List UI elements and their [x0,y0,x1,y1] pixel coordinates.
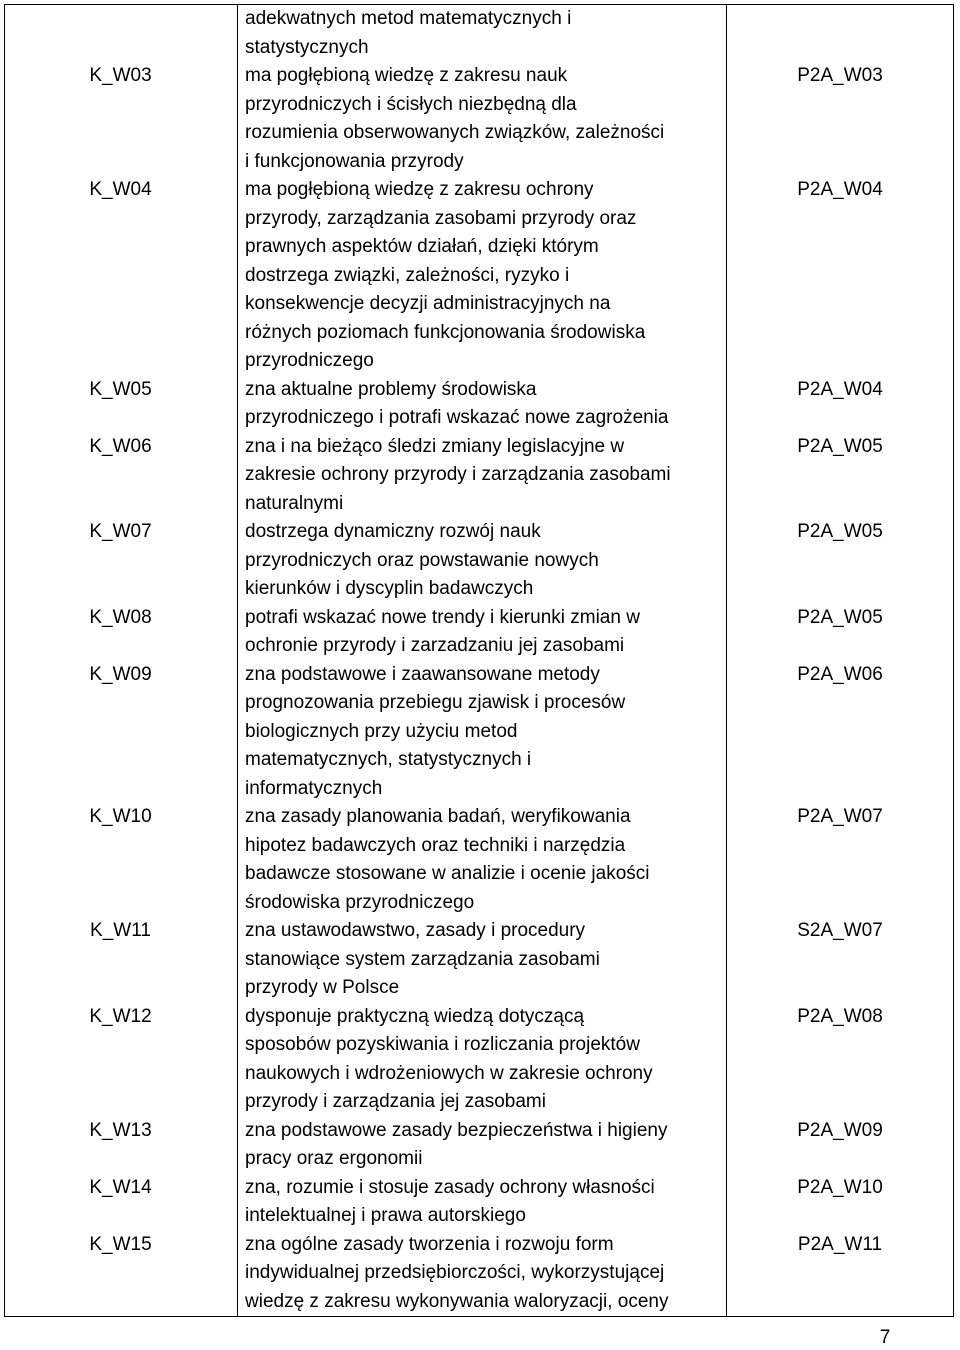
outcome-code: K_W04 [89,179,152,200]
outcome-code: K_W11 [90,920,151,941]
description-line: prawnych aspektów działań, dzięki którym [245,236,599,257]
outcome-description [245,433,723,519]
outcome-description [245,661,723,804]
description-line: zna podstawowe i zaawansowane metody [245,663,600,685]
description-line: zakresie ochrony przyrody i zarządzania zasobami [245,464,671,485]
description-line: dysponuje praktyczną wiedzą dotyczącą [245,1005,585,1027]
outcome-description [245,176,723,376]
description-line: badawcze stosowane w analizie i ocenie jakości [245,863,650,884]
description-line: zna, rozumie i stosuje zasady ochrony własności [245,1176,655,1198]
description-line: i funkcjonowania przyrody [245,150,464,172]
reference-code: S2A_W07 [797,920,883,941]
continuation-text [245,5,723,62]
reference-code: P2A_W05 [797,435,883,457]
outcome-description [245,604,723,661]
outcome-description [245,803,723,917]
description-line: statystycznych [245,36,369,58]
description-line: naturalnymi [245,492,344,514]
outcome-code: K_W03 [89,65,152,86]
description-line: przyrody w Polsce [245,977,400,998]
outcome-description [245,62,723,176]
description-line: zna ustawodawstwo, zasady i procedury [245,920,586,941]
outcome-code: K_W15 [89,1233,152,1255]
description-line: kierunków i dyscyplin badawczych [245,578,534,599]
description-line: dostrzega dynamiczny rozwój nauk [245,521,541,542]
reference-code: P2A_W06 [797,663,883,685]
outcome-code: K_W13 [89,1119,152,1141]
outcome-description [245,1117,723,1174]
description-line: hipotez badawczych oraz techniki i narzędzia [245,834,626,856]
description-line: przyrody, zarządzania zasobami przyrody oraz [245,207,637,229]
description-line: adekwatnych metod matematycznych i [245,8,572,29]
reference-code: P2A_W05 [797,606,883,628]
outcome-code: K_W05 [89,378,152,400]
description-line: zna podstawowe zasady bezpieczeństwa i higieny [245,1119,668,1141]
description-line: przyrodniczych i ścisłych niezbędną dla [245,93,577,115]
description-line: zna aktualne problemy środowiska [245,378,537,400]
description-line: potrafi wskazać nowe trendy i kierunki zmian w [245,606,640,628]
description-line: ma pogłębioną wiedzę z zakresu nauk [245,65,568,86]
reference-code: P2A_W07 [797,806,883,827]
reference-code: P2A_W04 [797,378,883,400]
description-line: zna i na bieżąco śledzi zmiany legislacyjne w [245,435,625,457]
reference-code: P2A_W10 [797,1176,883,1198]
outcome-description [245,1231,723,1317]
description-line: biologicznych przy użyciu metod [245,720,518,742]
reference-code: P2A_W04 [797,179,883,200]
description-line: intelektualnej i prawa autorskiego [245,1205,526,1226]
outcome-description [245,376,723,433]
outcome-code: K_W08 [89,606,152,628]
outcome-code: K_W06 [89,435,152,457]
description-line: wiedzę z zakresu wykonywania waloryzacji, oceny [245,1290,669,1312]
outcome-description [245,917,723,1003]
description-line: dostrzega związki, zależności, ryzyko i [245,264,570,286]
description-line: sposobów pozyskiwania i rozliczania projektów [245,1034,640,1055]
reference-code: P2A_W05 [797,521,883,542]
description-line: zna ogólne zasady tworzenia i rozwoju form [245,1233,614,1255]
description-line: stanowiące system zarządzania zasobami [245,948,600,970]
page-number: 7 [879,1327,891,1348]
outcome-code: K_W07 [89,521,152,542]
reference-code: P2A_W09 [797,1119,883,1141]
description-line: przyrodniczych oraz powstawanie nowych [245,549,599,571]
description-line: indywidualnej przedsiębiorczości, wykorzystującej [245,1262,665,1283]
description-line: prognozowania przebiegu zjawisk i procesów [245,692,626,713]
description-line: różnych poziomach funkcjonowania środowiska [245,321,646,343]
description-line: przyrody i zarządzania jej zasobami [245,1091,546,1112]
description-line: pracy oraz ergonomii [245,1148,423,1169]
description-line: środowiska przyrodniczego [245,891,475,913]
column-divider [237,4,238,1317]
description-line: przyrodniczego i potrafi wskazać nowe zagrożenia [245,407,669,428]
description-line: ma pogłębioną wiedzę z zakresu ochrony [245,179,594,200]
description-line: ochronie przyrody i zarzadzaniu jej zasobami [245,635,625,656]
description-line: matematycznych, statystycznych i [245,749,532,770]
outcome-description [245,518,723,604]
description-line: przyrodniczego [245,350,374,371]
outcome-description [245,1174,723,1231]
outcome-code: K_W09 [89,663,152,685]
description-line: konsekwencje decyzji administracyjnych na [245,293,611,314]
outcome-description [245,1003,723,1117]
description-line: informatycznych [245,777,383,799]
reference-code: P2A_W08 [797,1005,883,1027]
outcome-code: K_W12 [89,1005,152,1027]
description-line: naukowych i wdrożeniowych w zakresie ochrony [245,1062,653,1084]
description-line: zna zasady planowania badań, weryfikowania [245,806,631,827]
reference-code: P2A_W11 [797,1233,883,1255]
reference-code: P2A_W03 [797,65,883,86]
description-line: rozumienia obserwowanych związków, zależności [245,122,665,143]
outcome-code: K_W10 [89,806,152,827]
outcome-code: K_W14 [89,1176,152,1198]
